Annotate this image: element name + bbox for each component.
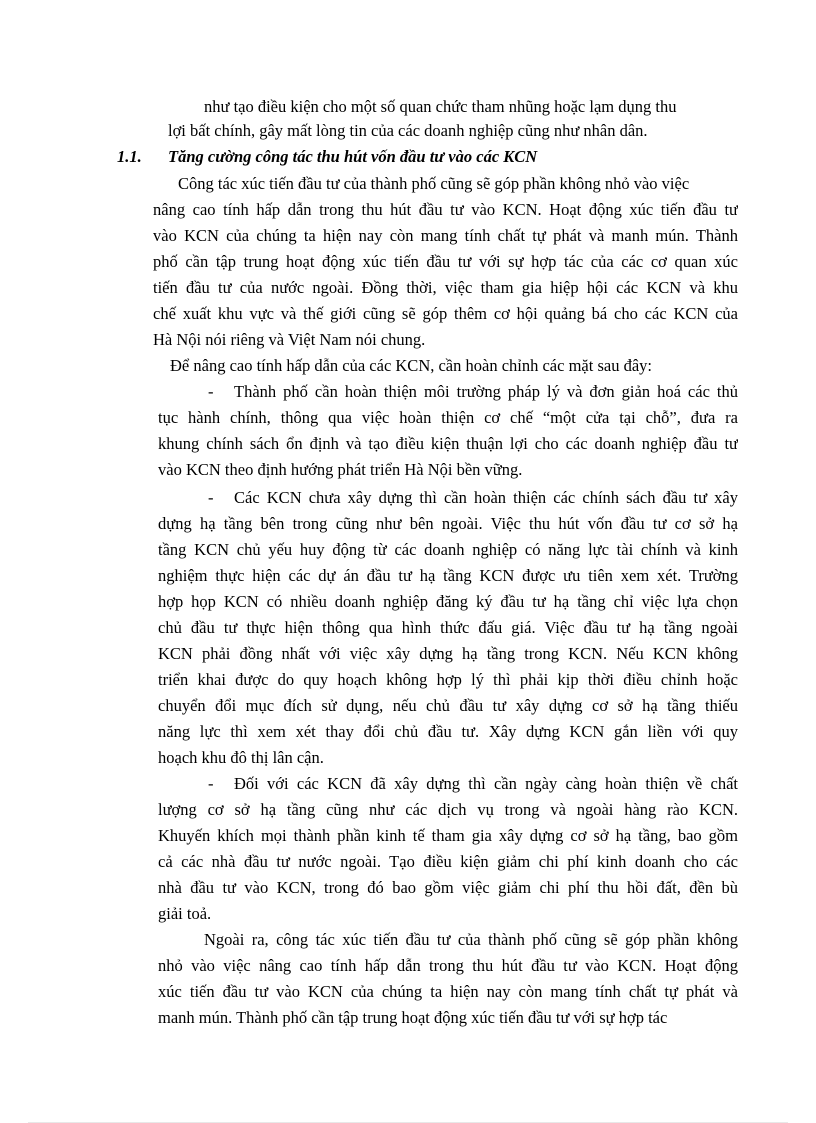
bullet-2-line-7: KCN phải đồng nhất với việc xây dựng hạ tầng trong KCN. Nếu KCN không [158,644,738,663]
bullet-1-line-2: tục hành chính, thông qua việc hoàn thiện cơ chế “một cửa tại chỗ”, đưa ra [158,408,738,427]
bullet-2-line-2: dựng hạ tầng bên trong cũng như bên ngoài. Việc thu hút vốn đầu tư cơ sở hạ [158,514,738,533]
p3-line-1: Ngoài ra, công tác xúc tiến đầu tư của thành phố cũng sẽ góp phần không [204,930,738,949]
bullet-3-line-1: Đối với các KCN đã xây dựng thì cần ngày càng hoàn thiện về chất [234,774,738,793]
bullet-3-line-5: nhà đầu tư vào KCN, trong đó bao gồm việc giảm chi phí thu hồi đất, đền bù [158,878,738,897]
section-number: 1.1. [117,147,142,166]
bullet-2-line-10: năng lực thì xem xét thay đổi chủ đầu tư. Xây dựng KCN gắn liền với quy [158,722,738,741]
section-title: Tăng cường công tác thu hút vốn đầu tư vào các KCN [168,147,538,166]
p2-line: Để nâng cao tính hấp dẫn của các KCN, cần hoàn chỉnh các mặt sau đây: [170,356,652,375]
intro-line-1: như tạo điều kiện cho một số quan chức tham nhũng hoặc lạm dụng thu [204,97,677,116]
p1-line-6: chế xuất khu vực và thế giới cũng sẽ góp thêm cơ hội quảng bá cho các KCN của [153,304,738,323]
intro-line-2: lợi bất chính, gây mất lòng tin của các doanh nghiệp cũng như nhân dân. [168,121,648,140]
bullet-2-line-9: chuyển đổi mục đích sử dụng, nếu chủ đầu tư xây dựng cơ sở hạ tầng thiếu [158,696,738,715]
bullet-3-line-6: giải toả. [158,904,212,923]
bullet-2-line-1: Các KCN chưa xây dựng thì cần hoàn thiện các chính sách đầu tư xây [234,488,738,507]
bullet-3-line-2: lượng cơ sở hạ tầng cũng như các dịch vụ trong và ngoài hàng rào KCN. [158,800,738,819]
p1-line-7: Hà Nội nói riêng và Việt Nam nói chung. [153,330,426,349]
bullet-2-line-4: nghiệm thực hiện các dự án đầu tư hạ tầng KCN được ưu tiên xem xét. Trường [158,566,738,585]
bullet-2-line-5: hợp họp KCN có nhiều doanh nghiệp đăng ký đầu tư hạ tầng chỉ việc lựa chọn [158,592,738,611]
p3-line-3: xúc tiến đầu tư vào KCN của chúng ta hiện nay còn mang tính chất tự phát và [158,982,738,1001]
bullet-1-line-1: Thành phố cần hoàn thiện môi trường pháp lý và đơn giản hoá các thủ [234,382,738,401]
bullet-1-marker: - [208,382,214,401]
bullet-2-line-3: tầng KCN chủ yếu huy động từ các doanh nghiệp có năng lực tài chính và kinh [158,540,738,559]
bullet-1-line-3: khung chính sách ổn định và tạo điều kiện thuận lợi cho các doanh nghiệp đầu tư [158,434,738,453]
bullet-1-line-4: vào KCN theo định hướng phát triển Hà Nội bền vững. [158,460,523,479]
p3-line-2: nhỏ vào việc nâng cao tính hấp dẫn trong thu hút đầu tư vào KCN. Hoạt động [158,956,738,975]
bullet-2-line-8: triển khai được do quy hoạch không hợp lý thì phải kịp thời điều chỉnh hoặc [158,670,738,689]
bullet-3-marker: - [208,774,214,793]
bullet-2-line-11: hoạch khu đô thị lân cận. [158,748,324,767]
p1-line-5: tiến đầu tư của nước ngoài. Đồng thời, việc tham gia hiệp hội các KCN và khu [153,278,738,297]
bullet-3-line-3: Khuyến khích mọi thành phần kinh tế tham gia xây dựng cơ sở hạ tầng, bao gồm [158,826,738,845]
bullet-2-line-6: chủ đầu tư thực hiện thông qua hình thức đấu giá. Việc đầu tư hạ tầng ngoài [158,618,738,637]
p1-line-4: phố cần tập trung hoạt động xúc tiến đầu tư với sự hợp tác của các cơ quan xúc [153,252,738,271]
bullet-2-marker: - [208,488,214,507]
bullet-3-line-4: cả các nhà đầu tư nước ngoài. Tạo điều kiện giảm chi phí kinh doanh cho các [158,852,738,871]
p1-line-2: nâng cao tính hấp dẫn trong thu hút đầu tư vào KCN. Hoạt động xúc tiến đầu tư [153,200,738,219]
p1-line-1: Công tác xúc tiến đầu tư của thành phố cũng sẽ góp phần không nhỏ vào việc [178,174,690,193]
p3-line-4: manh mún. Thành phố cần tập trung hoạt động xúc tiến đầu tư với sự hợp tác [158,1008,668,1027]
p1-line-3: vào KCN của chúng ta hiện nay còn mang tính chất tự phát và manh mún. Thành [153,226,738,245]
